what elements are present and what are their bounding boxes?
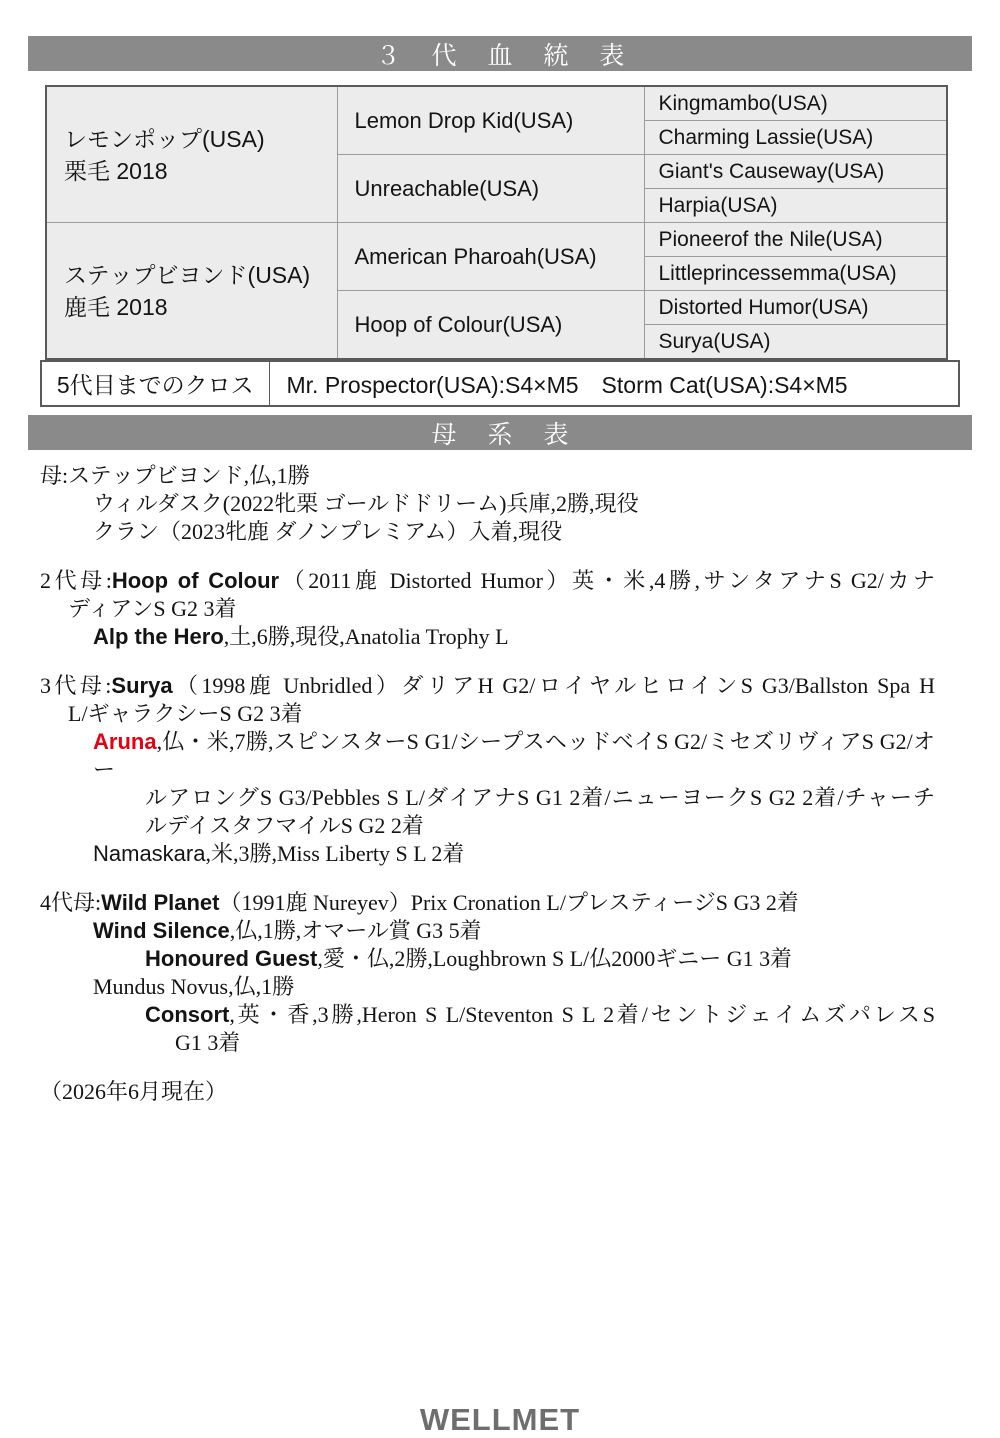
maternal-line: [40, 1078, 935, 1106]
text-run: 母:ステップビヨンド,仏,1勝: [40, 463, 310, 488]
cross-value: Mr. Prospector(USA):S4×M5 Storm Cat(USA):S4×M5: [269, 361, 959, 406]
sire-info: 栗毛 2018: [64, 157, 168, 184]
text-run: 4代母:: [40, 890, 102, 915]
sire-sire-dam-cell: Charming Lassie(USA): [644, 121, 947, 155]
sire-name: レモンポップ(USA): [64, 125, 265, 152]
maternal-line: [40, 917, 935, 945]
text-run: （2011鹿 Distorted Humor）英・米,4勝,サンタアナS G2/カナ: [279, 568, 935, 593]
text-run: ,仏・米,7勝,スピンスターS G1/シープスヘッドベイS G2/ミセズリヴィアS G2/オー: [93, 729, 935, 782]
wellmet-logo: WELLMET: [419, 1402, 581, 1437]
dam-name: ステップビヨンド(USA): [64, 261, 311, 288]
text-run: ルデイスタフマイルS G2 2着: [145, 813, 424, 838]
sire-dam-cell: Unreachable(USA): [337, 155, 644, 223]
text-run: ,土,6勝,現役,Anatolia Trophy L: [223, 624, 509, 649]
maternal-line: [40, 518, 935, 546]
text-run: クラン（2023牝鹿 ダノンプレミアム）入着,現役: [93, 519, 563, 544]
table-row: [41, 361, 959, 406]
sire-dam-sire-cell: Giant's Causeway(USA): [644, 155, 947, 189]
text-run: Aruna: [93, 729, 157, 754]
text-run: （2026年6月現在）: [40, 1079, 228, 1104]
dam-info: 鹿毛 2018: [64, 293, 168, 320]
text-run: Hoop of Colour: [111, 568, 280, 593]
sire-sire-sire-cell: Kingmambo(USA): [644, 86, 947, 121]
table-row: [46, 86, 947, 121]
dam-dam-cell: Hoop of Colour(USA): [337, 291, 644, 360]
text-run: Alp the Hero: [93, 624, 224, 649]
table-row: [46, 223, 947, 257]
text-run: ,仏,1勝,オマール賞 G3 5着: [229, 918, 482, 943]
text-run: Wild Planet: [101, 890, 220, 915]
text-run: 2代母:: [40, 568, 112, 593]
cross-row: [40, 360, 960, 407]
text-run: Surya: [111, 673, 173, 698]
maternal-line: [40, 490, 935, 518]
dam-sire-cell: American Pharoah(USA): [337, 223, 644, 291]
maternal-line: [40, 728, 935, 784]
dam-dam-sire-cell: Distorted Humor(USA): [644, 291, 947, 325]
maternal-line: [40, 889, 935, 917]
text-run: Wind Silence: [93, 918, 230, 943]
cross-label: 5代目までのクロス: [41, 361, 269, 406]
maternal-line: [40, 812, 935, 840]
text-run: ,米,3勝,Miss Liberty S L 2着: [205, 841, 465, 866]
sire-dam-dam-cell: Harpia(USA): [644, 189, 947, 223]
text-run: Namaskara: [93, 841, 206, 866]
sire-cell: [46, 86, 337, 223]
text-run: ,愛・仏,2勝,Loughbrown S L/仏2000ギニー G1 3着: [317, 946, 793, 971]
maternal-line: [40, 784, 935, 812]
maternal-line: [40, 700, 935, 728]
text-run: （1991鹿 Nureyev）Prix Cronation L/プレスティージS G3 2着: [219, 890, 799, 915]
text-run: L/ギャラクシーS G2 3着: [68, 701, 303, 726]
text-run: ウィルダスク(2022牝栗 ゴールドドリーム)兵庫,2勝,現役: [93, 491, 639, 516]
maternal-line: [40, 840, 935, 868]
maternal-line: [40, 672, 935, 700]
text-run: 3代母:: [40, 673, 112, 698]
maternal-line: [40, 623, 935, 651]
dam-cell: [46, 223, 337, 360]
pedigree-table: [45, 85, 948, 360]
text-run: ルアロングS G3/Pebbles S L/ダイアナS G1 2着/ニューヨークS G2 2着/チャーチ: [145, 785, 935, 810]
maternal-lines: [40, 462, 935, 1106]
pedigree-table-title: ３ 代 血 統 表: [28, 36, 972, 71]
maternal-table-title: 母 系 表: [28, 415, 972, 450]
maternal-line: [40, 595, 935, 623]
text-run: Mundus Novus,仏,1勝: [93, 974, 295, 999]
dam-dam-dam-cell: Surya(USA): [644, 325, 947, 360]
sire-sire-cell: Lemon Drop Kid(USA): [337, 86, 644, 155]
maternal-line: [40, 945, 935, 973]
text-run: G1 3着: [175, 1030, 241, 1055]
maternal-line: [40, 462, 935, 490]
text-run: Consort: [145, 1002, 230, 1027]
text-run: ディアンS G2 3着: [68, 596, 237, 621]
footer: [28, 1402, 972, 1438]
dam-sire-dam-cell: Littleprincessemma(USA): [644, 257, 947, 291]
maternal-line: [40, 1029, 935, 1057]
maternal-line: [40, 1001, 935, 1029]
dam-sire-sire-cell: Pioneerof the Nile(USA): [644, 223, 947, 257]
text-run: （1998鹿 Unbridled）ダリアH G2/ロイヤルヒロインS G3/Ballston Spa H: [172, 673, 935, 698]
text-run: Honoured Guest: [145, 946, 318, 971]
text-run: ,英・香,3勝,Heron S L/Steventon S L 2着/セントジェイムズパレスS: [229, 1002, 935, 1027]
maternal-line: [40, 567, 935, 595]
maternal-line: [40, 973, 935, 1001]
